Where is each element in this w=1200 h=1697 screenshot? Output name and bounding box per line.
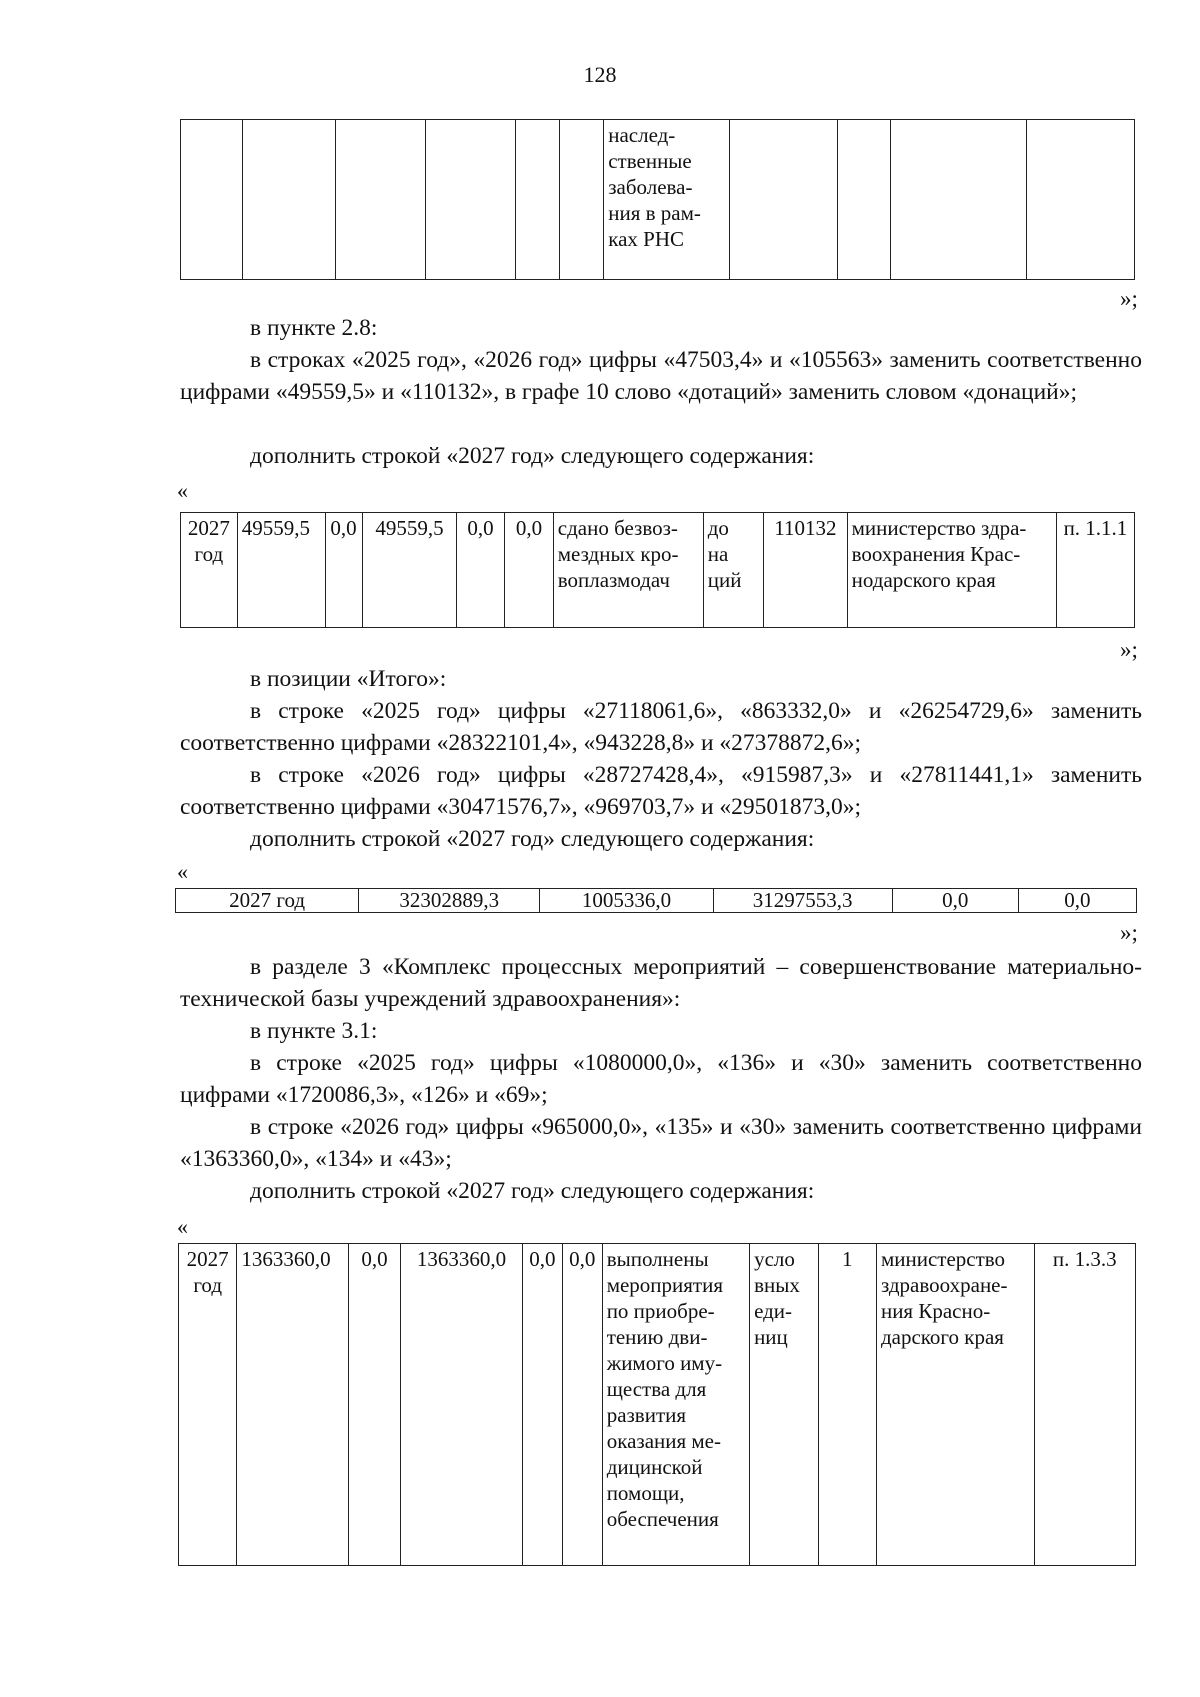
opening-quote: « bbox=[177, 859, 188, 884]
paragraph: в строке «2026 год» цифры «965000,0», «135» и «30» заменить соответственно цифрами «1363360,0», «134» и «43»; bbox=[180, 1114, 1142, 1172]
table-row bbox=[181, 120, 1135, 280]
paragraph: в пункте 2.8: bbox=[250, 315, 378, 341]
table-total bbox=[175, 888, 1137, 913]
closing-quote: »; bbox=[1120, 286, 1138, 311]
paragraph: в строках «2025 год», «2026 год» цифры «47503,4» и «105563» заменить соответственно цифрами «49559,5» и «110132», в графе 10 слово «дотаций» заменить словом «донаций»; bbox=[180, 347, 1142, 405]
table-cell bbox=[181, 120, 243, 280]
table-item-2-8 bbox=[180, 512, 1135, 628]
cell-responsible: министерство здравоохране- ния Красно- дарского края bbox=[876, 1244, 1034, 1566]
table-cell bbox=[559, 120, 603, 280]
table-cell bbox=[1026, 120, 1134, 280]
table-continuation bbox=[180, 119, 1135, 280]
paragraph: в строке «2025 год» цифры «27118061,6», «863332,0» и «26254729,6» заменить соответственно цифрами «28322101,4», «943228,8» и «27378872,6»; bbox=[180, 698, 1142, 756]
table-cell bbox=[425, 120, 515, 280]
cell-reference: п. 1.1.1 bbox=[1056, 513, 1134, 628]
cell-unit: усло вных еди- ниц bbox=[750, 1244, 819, 1566]
opening-quote: « bbox=[177, 478, 188, 503]
opening-quote: « bbox=[177, 1214, 188, 1239]
cell-value: 1 bbox=[818, 1244, 876, 1566]
table-cell bbox=[336, 120, 425, 280]
cell-value: 110132 bbox=[764, 513, 848, 628]
paragraph: в позиции «Итого»: bbox=[250, 666, 447, 692]
table-cell bbox=[243, 120, 336, 280]
cell-value: 0,0 bbox=[326, 513, 363, 628]
table-row bbox=[181, 513, 1135, 628]
table-row bbox=[176, 889, 1137, 913]
cell-result: сдано безвоз- мездных кро- воплазмодач bbox=[553, 513, 703, 628]
cell-value: 1363360,0 bbox=[237, 1244, 349, 1566]
cell-value: 0,0 bbox=[892, 889, 1018, 913]
cell-value: 1005336,0 bbox=[540, 889, 713, 913]
cell-value: 32302889,3 bbox=[359, 889, 540, 913]
cell-year: 2027 год bbox=[181, 513, 238, 628]
cell-unit: до на ций bbox=[703, 513, 763, 628]
table-item-3-1 bbox=[178, 1243, 1136, 1566]
paragraph: в пункте 3.1: bbox=[250, 1018, 378, 1044]
cell-value: 0,0 bbox=[505, 513, 554, 628]
table-cell bbox=[515, 120, 559, 280]
page-number: 128 bbox=[583, 62, 617, 87]
paragraph: в строке «2025 год» цифры «1080000,0», «136» и «30» заменить соответственно цифрами «1720086,3», «126» и «69»; bbox=[180, 1050, 1142, 1108]
cell-value: 0,0 bbox=[348, 1244, 400, 1566]
cell-value: 0,0 bbox=[562, 1244, 602, 1566]
paragraph: дополнить строкой «2027 год» следующего содержания: bbox=[250, 443, 815, 469]
cell-value: 49559,5 bbox=[363, 513, 456, 628]
paragraph: в разделе 3 «Комплекс процессных мероприятий – совершенствование материально-технической базы учреждений здравоохранения»: bbox=[180, 954, 1142, 1012]
table-cell bbox=[890, 120, 1026, 280]
closing-quote: »; bbox=[1120, 920, 1138, 945]
paragraph: дополнить строкой «2027 год» следующего содержания: bbox=[250, 1178, 815, 1204]
cell-reference: п. 1.3.3 bbox=[1034, 1244, 1135, 1566]
paragraph: в строке «2026 год» цифры «28727428,4», «915987,3» и «27811441,1» заменить соответственно цифрами «30471576,7», «969703,7» и «29501873,0»; bbox=[180, 762, 1142, 820]
cell-value: 0,0 bbox=[522, 1244, 562, 1566]
paragraph: дополнить строкой «2027 год» следующего содержания: bbox=[250, 826, 815, 852]
table-cell-activity: наслед- ственные заболева- ния в рам- ках РНС bbox=[604, 120, 729, 280]
cell-value: 1363360,0 bbox=[401, 1244, 523, 1566]
closing-quote: »; bbox=[1120, 637, 1138, 662]
table-row bbox=[179, 1244, 1136, 1566]
table-cell bbox=[729, 120, 837, 280]
cell-year: 2027 год bbox=[179, 1244, 237, 1566]
cell-year: 2027 год bbox=[176, 889, 359, 913]
cell-responsible: министерство здра- воохранения Крас- нодарского края bbox=[847, 513, 1056, 628]
cell-value: 0,0 bbox=[456, 513, 505, 628]
table-cell bbox=[837, 120, 890, 280]
cell-value: 49559,5 bbox=[237, 513, 326, 628]
cell-value: 31297553,3 bbox=[713, 889, 892, 913]
cell-result: выполнены мероприятия по приобре- тению дви- жимого иму- щества для развития оказания ме- дицинской помощи, обеспечения bbox=[602, 1244, 749, 1566]
cell-value: 0,0 bbox=[1018, 889, 1136, 913]
